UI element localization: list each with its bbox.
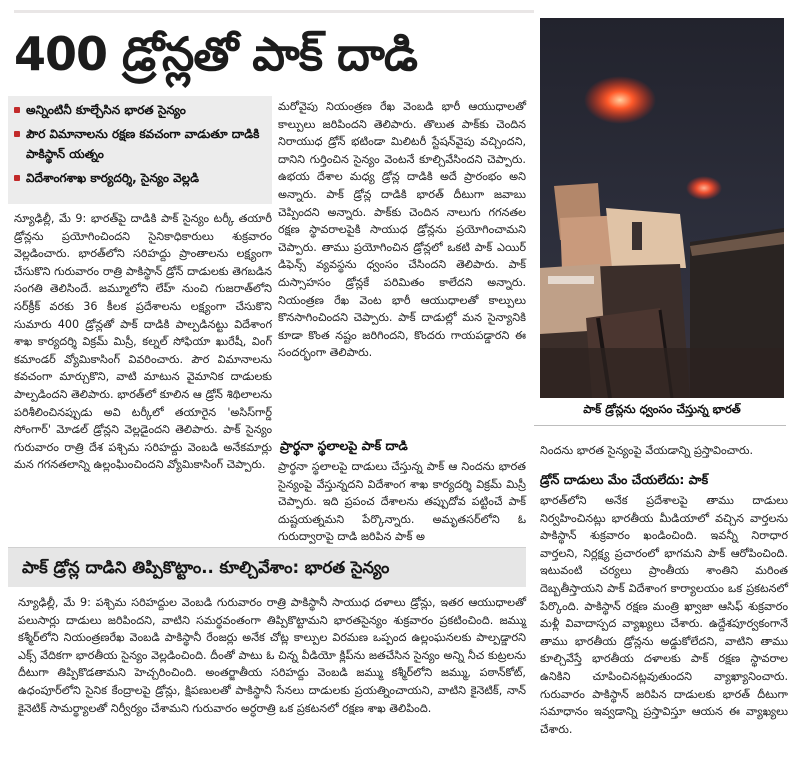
caption-divider [534,425,786,426]
news-photo [540,18,784,398]
paragraph: భారత్‌లోని అనేక ప్రదేశాలపై తాము దాడులు నిర్వహించినట్లు భారతీయ మీడియాలో వచ్చిన వార్తలను పాకిస్థాన్ శుక్రవారం ఖండించింది. ఇవన్నీ నిరాధార వార్తలని, నిర్లక్ష్య ప్రచారంలో భాగమని పాక్ ఆరోపించింది. ఇటువంటి చర్యలు ప్రాంతీయ శాంతిని మరింత దెబ్బతీస్తాయని పాక్ విదేశాంగ కార్యాలయం ఒక ప్రకటనలో పేర్కొంది. పాకిస్థాన్ రక్షణ మంత్రి ఖ్వాజా ఆసిఫ్ శుక్రవారం మళ్లీ వివాదాస్పద వ్యాఖ్యలు చేశారు. ఉద్దేశపూర్వకంగానే తాము భారతీయ డ్రోన్లను అడ్డుకోలేదని, వాటిని తాము కూల్చివేస్తే భారతీయ దళాలకు పాక్ రక్షణ స్థావరాల ఉనికిని చూపించినట్లవుతుందని వ్యాఖ్యానించారు. గురువారం పాకిస్థాన్ జరిపిన దాడులకు భారత్ దీటుగా సమాధానం ఇవ్వడాన్ని ప్రస్తావిస్తూ ఆయన ఈ వ్యాఖ్యలు చేశారు. [540,494,788,736]
body-column-2-continued [278,458,526,546]
highlight-item: అన్నింటినీ కూల్చేసిన భారత సైన్యం [8,100,272,120]
paragraph: న్యూఢిల్లీ, మే 9: భారత్‌పై దాడికి పాక్ సైన్యం టర్కీ తయారీ డ్రోన్లను ప్రయోగించిందని సైనికాధికారులు శుక్రవారం వెల్లడించారు. భారత్‌లోని సరిహద్దు ప్రాంతాలను లక్ష్యంగా చేసుకొని గురువారం రాత్రి పాకిస్థాన్ డ్రోన్ దాడులకు తెగబడిన సంగతి తెలిసిందే. జమ్మూలోని లేహ్ నుంచి గుజరాత్‌లోని సర్‌క్రీక్ వరకు 36 కీలక ప్రదేశాలను లక్ష్యంగా చేసుకొని సుమారు 400 డ్రోన్లతో పాక్ దాడికి పాల్పడినట్టు విదేశాంగ శాఖ కార్యదర్శి విక్రమ్ మిస్రీ, కల్నల్ సోఫియా ఖురేషీ, వింగ్ కమాండర్ వ్యోమికాసింగ్ వివరించారు. పౌర విమానాలను కవచంగా మార్చుకొని, వాటి మాటున వైమానిక దాడులకు పాల్పడిందని తెలిపారు. భారత్‌లో కూలిన ఆ డ్రోన్ శిథిలాలను పరిశీలించినప్పుడు అవి టర్కీలో తయారైన 'అసిస్‌గార్డ్ సోంగార్' మోడల్ డ్రోన్లని వెల్లడైందని తెలిపారు. పాక్ సైన్యం గురువారం రాత్రి దేశ పశ్చిమ సరిహద్దు వెంబడి అనేకమార్లు మన గగనతలాన్ని ఉల్లంఘించిందని వ్యోమికాసింగ్ చెప్పారు. [14,212,272,472]
paragraph: న్యూఢిల్లీ, మే 9: పశ్చిమ సరిహద్దుల వెంబడి గురువారం రాత్రి పాకిస్థానీ సాయుధ దళాలు డ్రోన్లు, ఇతర ఆయుధాలతో పలుసార్లు దాడులు జరిపిందని, వాటిని సమర్థవంతంగా తిప్పికొట్టామని భారతసైన్యం శుక్రవారం ప్రకటించింది. జమ్ము కశ్మీర్‌లోని నియంత్రణరేఖ వెంబడి పాకిస్థానీ రేంజర్లు అనేక చోట్ల కాల్పుల విరమణ ఒప్పంద ఉల్లంఘనలకు పాల్పడ్డారని ఎక్స్ వేదికగా భారతీయ సైన్యం వెల్లడించింది. దీంతో పాటు ఓ చిన్న వీడియో క్లిప్‌ను జతచేసిన సైన్యం అన్ని నీచ కుట్రలను దీటుగా తిప్పికొడతామని హెచ్చరించింది. అంతర్జాతీయ సరిహద్దు వెంబడి జమ్ము కశ్మీర్‌లోని జమ్ము, పఠాన్‌కోట్, ఉధంపూర్‌లోని సైనిక కేంద్రాలపై డ్రోన్లు, క్షిపణులతో పాకిస్థానీ సేనలు దాడులకు ప్రయత్నించాయని, వాటిని కైనెటిక్, నాన్ కైనెటిక్ సామర్థ్యాలతో నిర్వీర్యం చేశామని గురువారం అర్ధరాత్రి ఒక ప్రకటనలో రక్షణ శాఖ తెలిపింది. [18,596,526,715]
paragraph: ప్రార్థనా స్థలాలపై దాడులు చేస్తున్న పాక్ ఆ నిందను భారత సైన్యంపై వేస్తున్నదని విదేశాంగ శాఖ కార్యదర్శి విక్రమ్ మిస్రీ చెప్పారు. ఇది ప్రపంచ దేశాలను తప్పుదోవ పట్టించే పాక్ దుష్టయత్నమని పేర్కొన్నారు. అమృతసర్‌లోని ఓ గురుద్వారాపై దాడి జరిపిన పాక్ అ [278,460,526,544]
body-column-3 [540,442,788,460]
sub-article-headline: పాక్ డ్రోన్ల దాడిని తిప్పికొట్టాం.. కూల్చివేశాం: భారత సైన్యం [8,547,526,587]
photo-caption: పాక్ డ్రోన్లను ధ్వంసం చేస్తున్న భారత్ [583,402,741,416]
drone-night-sky-image [540,18,784,398]
top-rule [14,10,534,13]
body-column-1 [14,210,272,474]
subheading-pak-denial: డ్రోన్ దాడులు మేం చేయలేదు: పాక్ [540,472,709,487]
paragraph: నిందను భారత సైన్యంపై వేయడాన్ని ప్రస్తావించారు. [540,444,754,457]
highlight-item: విదేశాంగశాఖ కార్యదర్శి, సైన్యం వెల్లడి [8,168,272,188]
headline: 400 డ్రోన్లతో పాక్ దాడి [14,27,417,81]
subheading-prayer-places: ప్రార్థనా స్థలాలపై పాక్ దాడి [280,438,408,453]
highlights-box [8,96,272,204]
highlight-item: పౌర విమానాలను రక్షణ కవచంగా వాడుతూ దాడికి పాకిస్థాన్ యత్నం [8,124,272,164]
paragraph: మరోవైపు నియంత్రణ రేఖ వెంబడి భారీ ఆయుధాలతో కాల్పులు జరిపిందని తెలిపారు. తొలుత పాక్‌కు చెందిన నిరాయుధ డ్రోన్ భటిండా మిలిటరీ స్టేషన్‌వైపు వచ్చిందని, దానిని గుర్తించిన సైన్యం వెంటనే కూల్చివేసిందని చెప్పారు. ఉభయ దేశాల మధ్య డ్రోన్ల దాడికి అదే ప్రారంభం అని అన్నారు. పాక్ డ్రోన్ల దాడికి భారత్ దీటుగా జవాబు చెప్పిందని అన్నారు. పాక్‌కు చెందిన నాలుగు గగనతల రక్షణ స్థావరాలపైకి సాయుధ డ్రోన్లను ప్రయోగించామని చెప్పారు. తాము ప్రయోగించిన డ్రోన్లలో ఒకటి పాక్ ఎయిర్ డిఫెన్స్ వ్యవస్థను ధ్వంసం చేసిందని తెలిపారు. పాక్ దుస్సాహసం డ్రోన్లకే పరిమితం కాలేదని అన్నారు. నియంత్రణ రేఖ వెంట భారీ ఆయుధాలతో కాల్పులు కొనసాగించిందని చెప్పారు. పాక్ దాడుల్లో మన సైన్యానికి కూడా కొంత నష్టం జరిగిందని, కొందరు గాయపడ్డారని ఈ సందర్భంగా తెలిపారు. [278,100,526,360]
body-column-2 [278,98,526,362]
body-column-3-continued [540,492,788,738]
sub-article-body [18,594,526,717]
